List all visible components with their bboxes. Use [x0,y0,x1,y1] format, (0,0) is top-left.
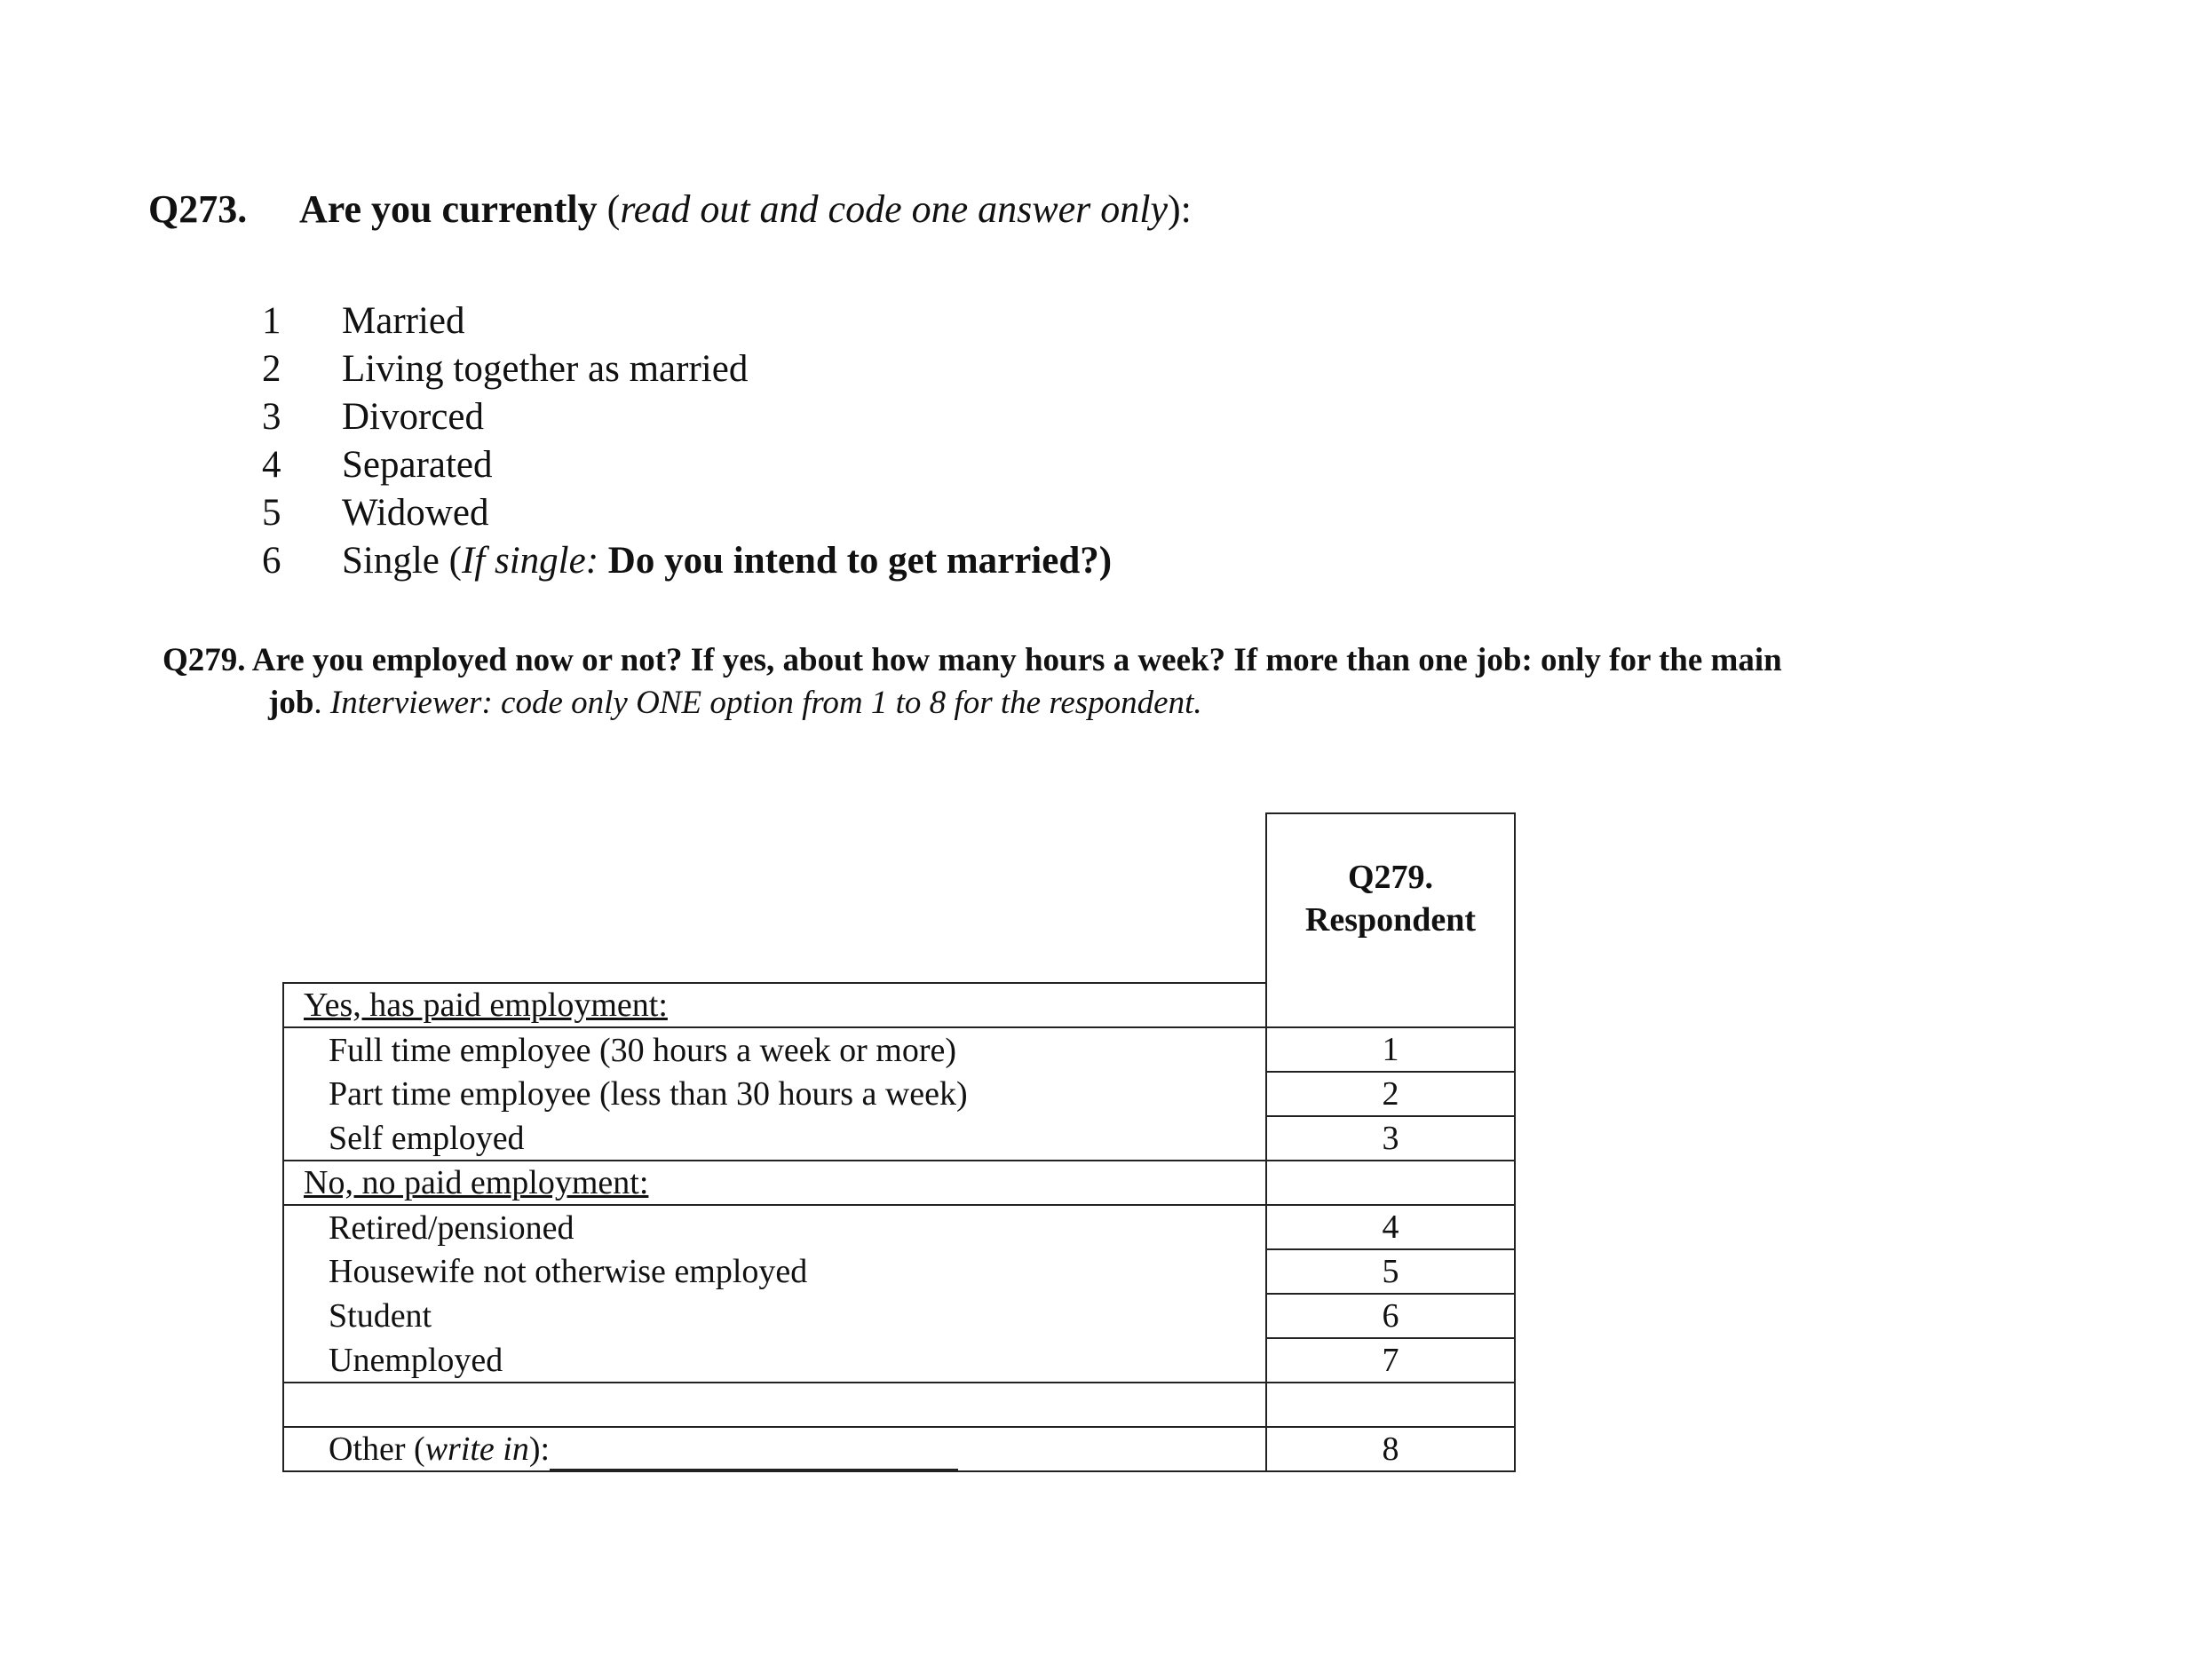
table-header-row [283,813,1515,983]
option-code: 2 [262,348,281,390]
option-label: Separated [342,444,493,486]
q279-line-2 [162,682,2089,725]
group-label-yes [283,983,1266,1027]
q273-note: read out and code one answer only [620,187,1169,231]
row-code[interactable]: 6 [1266,1294,1515,1338]
q273-option-3 [262,393,1112,441]
q273-option-5 [262,489,1112,537]
q273-text: Are you currently [299,187,598,231]
group-row-no [283,1161,1515,1205]
option-label [342,537,1112,585]
row-label: Retired/pensioned [283,1205,1266,1249]
option-code: 4 [262,444,281,486]
group-code-empty [1266,1161,1515,1205]
write-in-field[interactable] [550,1438,958,1470]
header-empty-cell [283,813,1266,983]
option-label: Widowed [342,492,489,534]
other-label-close: ): [528,1430,551,1468]
q273-option-2 [262,345,1112,393]
q279-line-1: Q279. Are you employed now or not? If yes, about how many hours a week? If more than one job: only for the main [162,642,1782,678]
option-code: 1 [262,300,281,342]
option-code: 5 [262,492,281,534]
other-label-italic: write in [424,1430,529,1468]
option-code: 3 [262,396,281,438]
option-label-bold: Do you intend to get married?) [598,540,1113,582]
q279-question [162,639,2089,725]
spacer-row [283,1383,1515,1427]
row-code[interactable]: 5 [1266,1249,1515,1294]
table-row-other [283,1427,1515,1471]
row-code[interactable]: 8 [1266,1427,1515,1471]
q273-option-6 [262,537,1112,585]
table-row [283,1338,1515,1383]
row-code[interactable]: 3 [1266,1116,1515,1161]
table-row [283,1027,1515,1072]
q273-note-close: ): [1168,187,1192,231]
row-code[interactable]: 7 [1266,1338,1515,1383]
q273-option-4 [262,441,1112,489]
table-row [283,1116,1515,1161]
option-label: Divorced [342,396,484,438]
q273-question [148,186,1192,232]
q279-line-2-dot: . [313,685,330,721]
row-label: Part time employee (less than 30 hours a week) [283,1072,1266,1116]
table-row [283,1072,1515,1116]
q279-table-wrap [282,812,1516,1472]
group-label-no [283,1161,1266,1205]
q273-option-1 [262,297,1112,345]
header-line-2: Respondent [1304,901,1477,939]
row-label: Full time employee (30 hours a week or more) [283,1027,1266,1072]
row-code[interactable]: 1 [1266,1027,1515,1072]
option-label-italic: If single: [461,540,599,582]
q279-table [282,812,1516,1472]
row-code[interactable]: 2 [1266,1072,1515,1116]
q279-line-2-bold: job [268,685,314,721]
row-label: Self employed [283,1116,1266,1161]
row-code[interactable]: 4 [1266,1205,1515,1249]
q279-interviewer-note: Interviewer: code only ONE option from 1 to 8 for the respondent. [329,685,1202,721]
other-label-text: Other ( [329,1430,425,1468]
table-row [283,1249,1515,1294]
group-row-yes [283,983,1515,1027]
option-code: 6 [262,540,281,582]
table-row [283,1294,1515,1338]
row-label: Student [283,1294,1266,1338]
spacer-label [283,1383,1266,1427]
other-label [283,1427,1266,1471]
option-label: Living together as married [342,348,749,390]
row-label: Housewife not otherwise employed [283,1249,1266,1294]
option-label: Married [342,300,465,342]
spacer-code [1266,1383,1515,1427]
group-code-empty [1266,983,1515,1027]
header-respondent-cell [1266,813,1515,983]
q273-number: Q273. [148,187,248,231]
option-label-text: Single ( [342,540,462,582]
group-label-no-text: No, no paid employment: [304,1164,649,1201]
header-line-1: Q279. [1347,859,1434,896]
table-row [283,1205,1515,1249]
group-label-yes-text: Yes, has paid employment: [304,987,668,1024]
q273-options [262,297,1112,585]
q273-note-open: ( [597,187,621,231]
row-label: Unemployed [283,1338,1266,1383]
